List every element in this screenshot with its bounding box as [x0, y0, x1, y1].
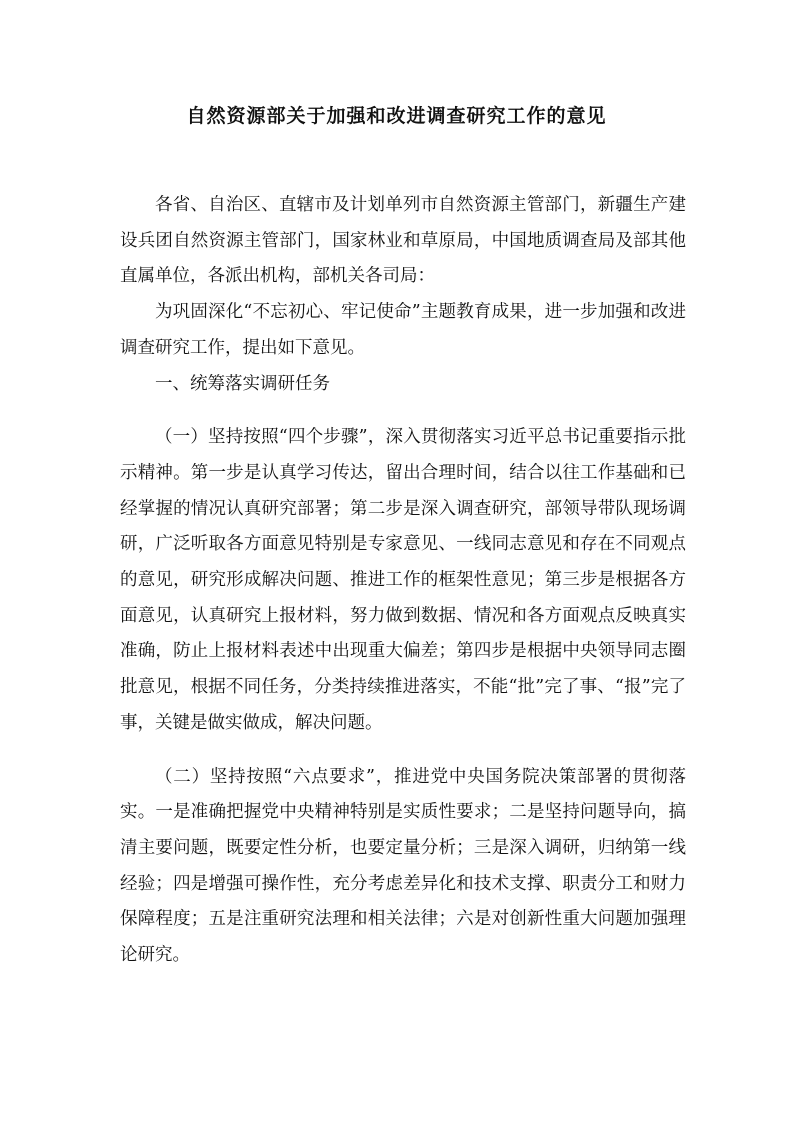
item-two-paragraph: （二）坚持按照“六点要求”，推进党中央国务院决策部署的贯彻落实。一是准确把握党中央精神特别是实质性要求；二是坚持问题导向，搞清主要问题，既要定性分析，也要定量分析；三是深入调研，归纳第一线经验；四是增强可操作性，充分考虑差异化和技术支撑、职责分工和财力保障程度；五是注重研究法理和相关法律；六是对创新性重大问题加强理论研究。	[120, 766, 686, 966]
salutation-paragraph: 各省、自治区、直辖市及计划单列市自然资源主管部门，新疆生产建设兵团自然资源主管部门，国家林业和草原局，中国地质调查局及部其他直属单位，各派出机构，部机关各司局：	[120, 195, 686, 287]
document-body	[120, 188, 686, 974]
document-title: 自然资源部关于加强和改进调查研究工作的意见	[186, 105, 607, 127]
section-heading: 一、统筹落实调研任务	[155, 373, 330, 394]
item-one-paragraph: （一）坚持按照“四个步骤”，深入贯彻落实习近平总书记重要指示批示精神。第一步是认真学习传达，留出合理时间，结合以往工作基础和已经掌握的情况认真研究部署；第二步是深入调查研究，部领导带队现场调研，广泛听取各方面意见特别是专家意见、一线同志意见和存在不同观点的意见，研究形成解决问题、推进工作的框架性意见；第三步是根据各方面意见，认真研究上报材料，努力做到数据、情况和各方面观点反映真实准确，防止上报材料表述中出现重大偏差；第四步是根据中央领导同志圈批意见，根据不同任务，分类持续推进落实，不能“批”完了事、“报”完了事，关键是做实做成，解决问题。	[120, 427, 686, 733]
intro-paragraph: 为巩固深化“不忘初心、牢记使命”主题教育成果，进一步加强和改进调查研究工作，提出如下意见。	[120, 302, 686, 358]
